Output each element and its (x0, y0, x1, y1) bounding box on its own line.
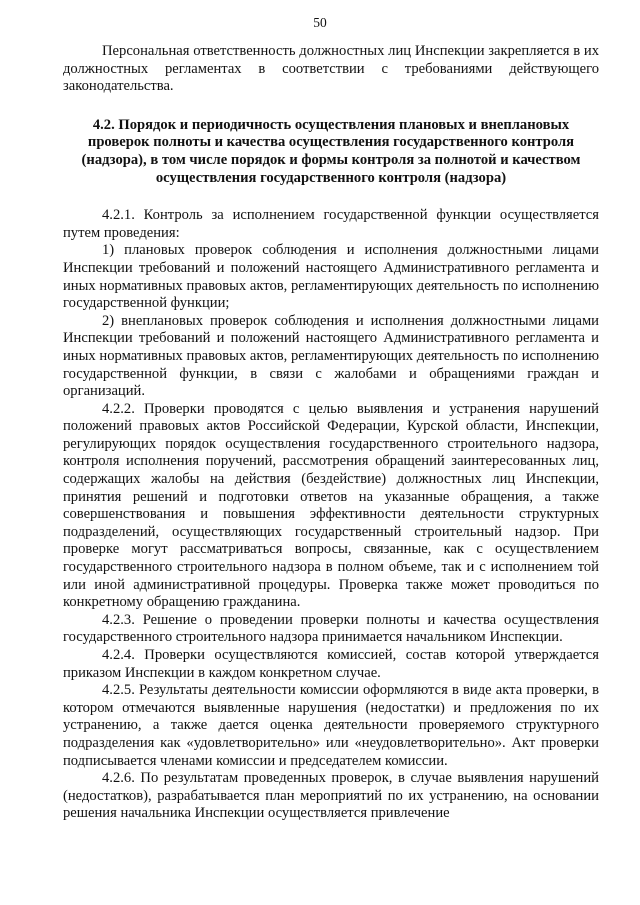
paragraph-4-2-2: 4.2.2. Проверки проводятся с целью выявления и устранения нарушений положений правовых актов Российской Федерации, Курской области, Инспекции, регулирующих порядок осуществления государственного строительного надзора, контроля исполнения поручений, рассмотрения обращений заинтересованных лиц, содержащих жалобы на действия (бездействие) должностных лиц Инспекции, принятия решений и подготовки ответов на указанные обращения, а также совершенствования и повышения эффективности деятельности структурных подразделений, осуществляющих государственный строительный надзор. При проверке могут рассматриваться вопросы, связанные, как с осуществлением государственного строительного надзора в полном объеме, так и с исполнением той или иной административной процедуры. Проверка также может проводиться по конкретному обращению гражданина. (63, 400, 599, 611)
paragraph-4-2-1: 4.2.1. Контроль за исполнением государственной функции осуществляется путем проведения: (63, 207, 599, 241)
paragraph-4-2-4: 4.2.4. Проверки осуществляются комиссией, состав которой утверждается приказом Инспекции в каждом конкретном случае. (63, 647, 599, 681)
paragraph-4-2-3: 4.2.3. Решение о проведении проверки полноты и качества осуществления государственного строительного надзора принимается начальником Инспекции. (63, 611, 599, 646)
page-number: 50 (313, 15, 327, 30)
paragraph-unplanned-checks: 2) внеплановых проверок соблюдения и исполнения должностными лицами Инспекции требований и положений настоящего Административного регламента и иных нормативных правовых актов, регламентирующих деятельность по исполнению государственной функции, в связи с жалобами и обращениями граждан и организаций. (63, 312, 599, 400)
intro-paragraph: Персональная ответственность должностных лиц Инспекции закрепляется в их должностных регламентах в соответствии с требованиями действующего законодательства. (63, 43, 599, 95)
paragraph-planned-checks: 1) плановых проверок соблюдения и исполнения должностными лицами Инспекции требований и положений настоящего Административного регламента и иных нормативных правовых актов, регламентирующих деятельность по исполнению государственной функции; (63, 242, 599, 312)
section-heading: 4.2. Порядок и периодичность осуществления плановых и внеплановых проверок полноты и качества осуществления государственного контроля (надзора), в том числе порядок и формы контроля за полнотой и качеством осуществления государственного контроля (надзора) (81, 116, 581, 186)
document-body (63, 43, 599, 823)
paragraph-4-2-6: 4.2.6. По результатам проведенных проверок, в случае выявления нарушений (недостатков), разрабатывается план мероприятий по их устранению, на основании решения начальника Инспекции осуществляется привлечение (63, 770, 599, 822)
paragraph-4-2-5: 4.2.5. Результаты деятельности комиссии оформляются в виде акта проверки, в котором отмечаются выявленные нарушения (недостатки) и предложения по их устранению, а также дается оценка деятельности проверяемого структурного подразделения как «удовлетворительно» или «неудовлетворительно». Акт проверки подписывается членами комиссии и председателем комиссии. (63, 682, 599, 769)
